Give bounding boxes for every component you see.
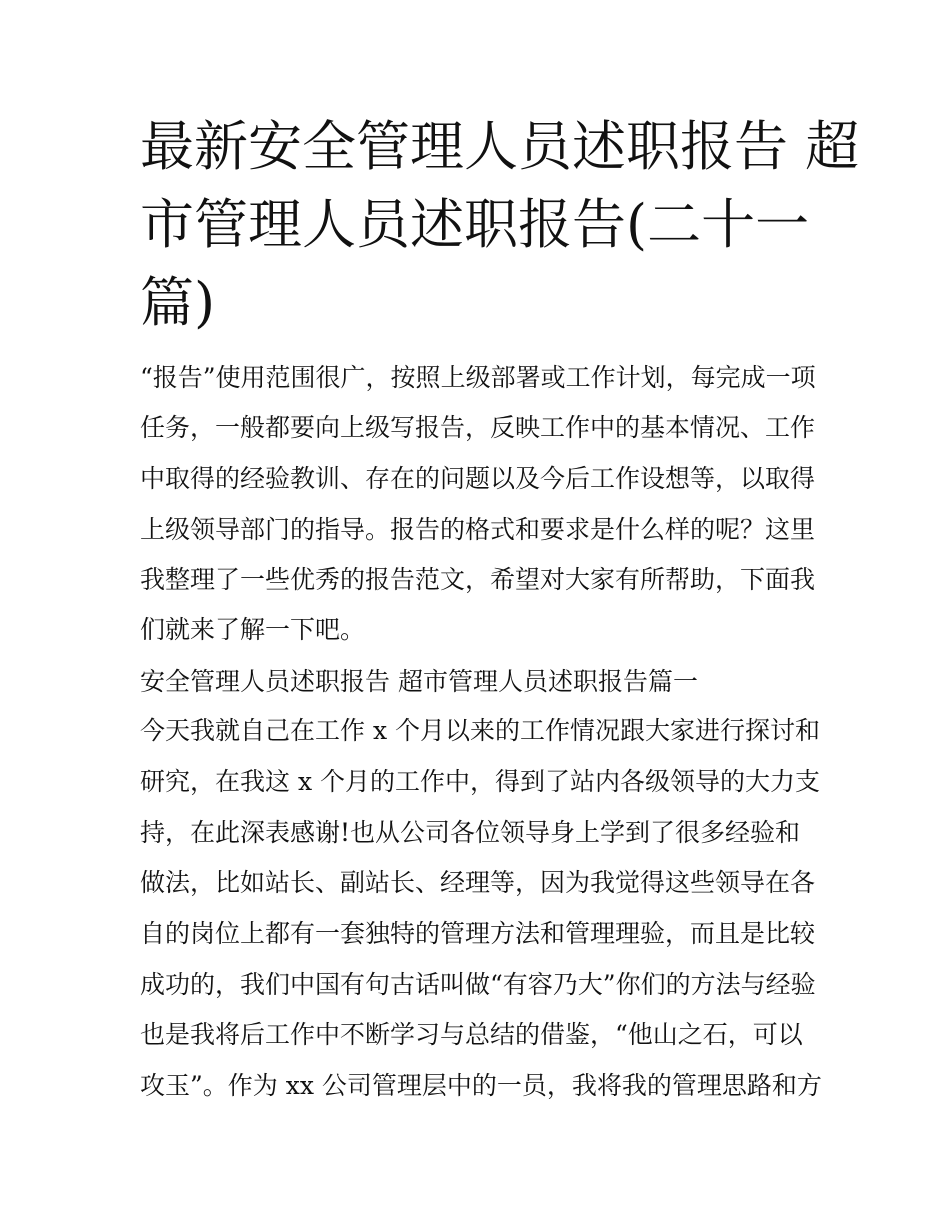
intro-paragraph-line: “报告”使用范围很广，按照上级部署或工作计划，每完成一项: [140, 363, 816, 392]
section-heading: 安全管理人员述职报告 超市管理人员述职报告篇一: [140, 667, 698, 696]
body-paragraph-line: 研究，在我这 x 个月的工作中，得到了站内各级领导的大力支: [140, 767, 820, 796]
intro-paragraph-line: 我整理了一些优秀的报告范文，希望对大家有所帮助，下面我: [140, 565, 816, 594]
document-title-line: 市管理人员述职报告(二十一: [140, 193, 810, 256]
body-paragraph-line: 成功的，我们中国有句古话叫做“有容乃大”你们的方法与经验: [140, 970, 816, 999]
body-paragraph-line: 持，在此深表感谢!也从公司各位领导身上学到了很多经验和: [140, 818, 801, 847]
document-title-line: 最新安全管理人员述职报告 超: [140, 115, 860, 178]
body-paragraph-line: 自的岗位上都有一套独特的管理方法和管理理验，而且是比较: [140, 919, 816, 948]
body-paragraph-line: 做法，比如站长、副站长、经理等，因为我觉得这些领导在各: [140, 868, 816, 897]
document-title-line: 篇): [140, 271, 216, 334]
intro-paragraph-line: 们就来了解一下吧。: [140, 615, 366, 644]
body-paragraph-line: 今天我就自己在工作 x 个月以来的工作情况跟大家进行探讨和: [140, 716, 820, 745]
intro-paragraph-line: 上级领导部门的指导。报告的格式和要求是什么样的呢？这里: [140, 515, 816, 544]
intro-paragraph-line: 任务，一般都要向上级写报告，反映工作中的基本情况、工作: [140, 413, 816, 442]
intro-paragraph-line: 中取得的经验教训、存在的问题以及今后工作设想等，以取得: [140, 464, 816, 493]
body-paragraph-line: 也是我将后工作中不断学习与总结的借鉴，“他山之石，可以: [140, 1020, 803, 1049]
body-paragraph-line: 攻玉”。作为 xx 公司管理层中的一员，我将我的管理思路和方: [140, 1071, 822, 1100]
